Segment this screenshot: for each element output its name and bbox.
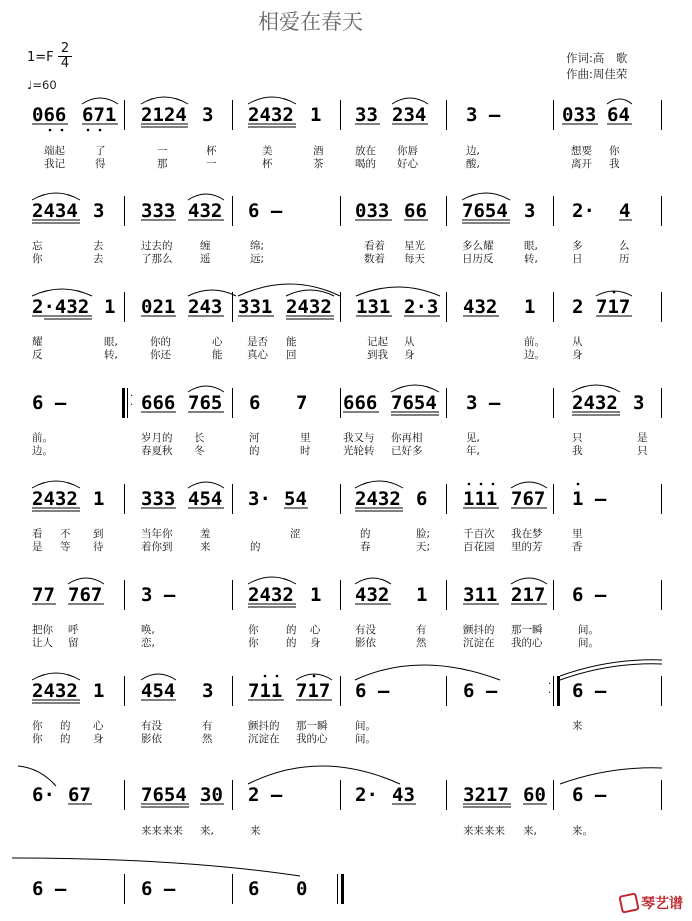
lyric: 一 <box>206 158 217 170</box>
note-group: 217 <box>511 584 546 606</box>
lyric: 缠 <box>200 240 211 252</box>
note-group: 671 <box>82 104 117 126</box>
lyric: 里的芳 <box>511 541 543 553</box>
lyric: 里 <box>300 432 311 444</box>
lyric: 有没 <box>141 720 162 732</box>
repeat-dots: · · <box>130 391 134 411</box>
lyric: 不 <box>60 528 71 540</box>
lyric: 我 <box>572 445 583 457</box>
lyric: 眼, <box>524 240 538 252</box>
note-group: 3 <box>202 680 214 702</box>
lyric: 看着 <box>364 240 385 252</box>
lyric: 回 <box>286 349 297 361</box>
lyric: 能 <box>212 349 223 361</box>
lyric: 我记 <box>44 158 65 170</box>
note-group: 1 <box>93 680 105 702</box>
lyric: 转, <box>104 349 118 361</box>
lyric: 边。 <box>524 349 545 361</box>
note-group: 6 <box>416 488 428 510</box>
note-group: 1 – <box>572 488 607 510</box>
note-group: 066 <box>32 104 67 126</box>
lyric: 留 <box>68 637 79 649</box>
note-group: 67 <box>68 784 91 806</box>
lyric: 只 <box>572 432 583 444</box>
note-group: 111 <box>463 488 498 510</box>
lyric: 已好多 <box>391 445 423 457</box>
tie-arc <box>18 766 56 786</box>
watermark <box>620 893 683 913</box>
note-group: 3 – <box>466 104 501 126</box>
lyric: 看 <box>32 528 43 540</box>
lyric: 历 <box>619 253 630 265</box>
lyric: 只 <box>637 445 648 457</box>
lyric: 前。 <box>524 336 545 348</box>
lyric: 从 <box>404 336 415 348</box>
note-group: 3 <box>93 200 105 222</box>
lyric: 影依 <box>355 637 376 649</box>
note-group: 2432 <box>572 392 618 414</box>
note-group: 767 <box>511 488 546 510</box>
note-group: 3· <box>248 488 271 510</box>
note-group: 3 – <box>141 584 176 606</box>
lyric: 我的心 <box>296 733 328 745</box>
lyric: 沉淀在 <box>248 733 280 745</box>
note-group: 6 – <box>572 680 607 702</box>
note-group: 2·432 <box>32 296 90 318</box>
lyric: 你 <box>32 720 43 732</box>
lyric: 日历反 <box>462 253 494 265</box>
note-group: 30 <box>200 784 223 806</box>
octave-dot <box>87 129 90 132</box>
note-group: 6 <box>248 878 260 900</box>
lyric: 你再相 <box>391 432 423 444</box>
tempo-marking: ♩=60 <box>27 78 57 92</box>
note-group: 6 – <box>248 200 283 222</box>
note-group: 432 <box>188 200 223 222</box>
note-group: 64 <box>607 104 630 126</box>
slur <box>391 385 439 392</box>
lyric: 然 <box>416 637 427 649</box>
note-group: 1 <box>93 488 105 510</box>
lyric: 间。 <box>578 637 599 649</box>
note-group: 2432 <box>248 104 294 126</box>
slur <box>248 577 296 584</box>
note-group: 2· <box>572 200 595 222</box>
lyric: 那 <box>157 158 168 170</box>
octave-dot <box>613 291 616 294</box>
lyric: 着你到 <box>141 541 173 553</box>
note-group: 033 <box>355 200 390 222</box>
note-group: 6 – <box>32 878 67 900</box>
note-group: 666 <box>141 392 176 414</box>
lyric: 冬 <box>194 445 205 457</box>
octave-dot <box>61 129 64 132</box>
lyric: 想要 <box>571 145 592 157</box>
slur <box>32 481 80 488</box>
slur <box>141 97 188 104</box>
slur <box>392 98 428 104</box>
note-group: 2· <box>355 784 378 806</box>
lyric: 来, <box>523 825 537 837</box>
note-group: 2434 <box>32 200 78 222</box>
slur <box>607 99 632 104</box>
lyric: 身 <box>310 637 321 649</box>
lyric: 春夏秋 <box>141 445 173 457</box>
note-group: 767 <box>68 584 103 606</box>
octave-dot <box>276 675 279 678</box>
lyric: 边, <box>466 145 480 157</box>
lyric: 边。 <box>32 445 53 457</box>
lyric: 间。 <box>355 733 376 745</box>
lyric: 有 <box>202 720 213 732</box>
lyric: 来。 <box>572 825 593 837</box>
lyric: 端起 <box>44 145 65 157</box>
slur <box>355 481 403 488</box>
lyric: 你还 <box>150 349 171 361</box>
slur <box>462 193 510 200</box>
lyric: 离开 <box>571 158 592 170</box>
lyric: 酒 <box>313 145 324 157</box>
note-group: 666 <box>343 392 378 414</box>
lyric: 的 <box>249 445 260 457</box>
lyric: 有 <box>416 624 427 636</box>
note-group: 234 <box>392 104 427 126</box>
note-group: 131 <box>356 296 391 318</box>
note-group: 1 <box>524 296 536 318</box>
note-group: 7654 <box>391 392 437 414</box>
repeat-dots: · · <box>548 679 552 699</box>
lyric: 你 <box>248 624 259 636</box>
note-group: 021 <box>141 296 176 318</box>
lyric: 岁月的 <box>141 432 173 444</box>
lyric: 得 <box>95 158 106 170</box>
lyric: 春 <box>360 541 371 553</box>
lyric: 年, <box>466 445 480 457</box>
lyric: 来 <box>200 541 211 553</box>
slur <box>355 578 391 584</box>
lyric: 沉淀在 <box>463 637 495 649</box>
slur <box>82 98 118 104</box>
slur <box>32 289 92 296</box>
note-group: 60 <box>523 784 546 806</box>
lyric: 反 <box>32 349 43 361</box>
lyric: 你 <box>248 637 259 649</box>
lyric: 涩 <box>290 528 301 540</box>
lyric: 让人 <box>32 637 53 649</box>
lyric: 数着 <box>364 253 385 265</box>
slur <box>32 193 80 200</box>
lyric: 间。 <box>578 624 599 636</box>
lyric: 你唇 <box>397 145 418 157</box>
tie-arc <box>12 858 300 876</box>
octave-dot <box>468 483 471 486</box>
note-group: 2124 <box>141 104 187 126</box>
slur <box>356 287 440 296</box>
lyric: 影依 <box>141 733 162 745</box>
note-group: 765 <box>188 392 223 414</box>
octave-dot <box>577 483 580 486</box>
lyric: 你 <box>609 145 620 157</box>
lyric: 美 <box>262 145 273 157</box>
logo-icon <box>618 892 639 913</box>
lyric: 当年你 <box>141 528 173 540</box>
lyric: 去 <box>93 240 104 252</box>
note-group: 033 <box>562 104 597 126</box>
lyric: 颤抖的 <box>463 624 495 636</box>
slur <box>355 665 500 680</box>
note-group: 243 <box>188 296 223 318</box>
time-signature-bottom: 4 <box>60 56 70 71</box>
lyric: 遥 <box>200 253 211 265</box>
lyric: 我在梦 <box>511 528 543 540</box>
note-group: 2432 <box>32 680 78 702</box>
note-group: 3 – <box>466 392 501 414</box>
octave-dot <box>480 483 483 486</box>
note-group: 3217 <box>463 784 509 806</box>
note-group: 0 <box>296 878 308 900</box>
lyric: 间。 <box>355 720 376 732</box>
lyric: 多么耀 <box>462 240 494 252</box>
note-group: 454 <box>141 680 176 702</box>
lyric: 是否 <box>247 336 268 348</box>
lyric: 时 <box>300 445 311 457</box>
slur <box>188 386 224 392</box>
note-group: 66 <box>404 200 427 222</box>
lyric: 颤抖的 <box>248 720 280 732</box>
slur <box>511 482 547 488</box>
lyric: 河 <box>249 432 260 444</box>
lyric: 把你 <box>32 624 53 636</box>
lyricist-credit: 作词:高 歌 <box>566 51 628 65</box>
lyric: 我 <box>609 158 620 170</box>
note-group: 33 <box>355 104 378 126</box>
lyric: 了 <box>95 145 106 157</box>
note-group: 54 <box>284 488 307 510</box>
note-group: 7 <box>296 392 308 414</box>
composer-credit: 作曲:周佳荣 <box>566 67 628 81</box>
slur <box>68 578 104 584</box>
note-group: 333 <box>141 488 176 510</box>
lyric: 光轮转 <box>343 445 375 457</box>
lyric: 身 <box>93 733 104 745</box>
note-group: 43 <box>392 784 415 806</box>
lyric: 羞 <box>200 528 211 540</box>
lyric: 真心 <box>247 349 268 361</box>
lyric: 然 <box>202 733 213 745</box>
lyric: 过去的 <box>141 240 173 252</box>
note-group: 4 <box>619 200 631 222</box>
slur <box>188 194 224 200</box>
lyric: 长 <box>194 432 205 444</box>
note-group: 1 <box>104 296 116 318</box>
lyric: 一 <box>157 145 168 157</box>
note-group: 432 <box>463 296 498 318</box>
lyric: 星光 <box>404 240 425 252</box>
note-group: 77 <box>32 584 55 606</box>
lyric: 是 <box>637 432 648 444</box>
lyric: 你 <box>32 253 43 265</box>
note-group: 6· <box>32 784 55 806</box>
lyric: 来, <box>200 825 214 837</box>
lyric: 身 <box>404 349 415 361</box>
note-group: 6 <box>249 392 261 414</box>
lyric: 忘 <box>32 240 43 252</box>
lyric: 来 <box>572 720 583 732</box>
note-group: 3 <box>524 200 536 222</box>
octave-dot <box>99 129 102 132</box>
lyric: 我的心 <box>511 637 543 649</box>
note-group: 6 – <box>572 584 607 606</box>
lyric: 呼 <box>68 624 79 636</box>
lyric: 放在 <box>355 145 376 157</box>
lyric: 的 <box>250 541 261 553</box>
song-title: 相爱在春天 <box>258 10 363 34</box>
lyric: 里 <box>572 528 583 540</box>
note-group: 333 <box>141 200 176 222</box>
note-group: 6 – <box>572 784 607 806</box>
lyric: 的 <box>60 720 71 732</box>
slur <box>188 482 224 488</box>
lyric: 来 <box>250 825 261 837</box>
note-group: 7654 <box>141 784 187 806</box>
slur <box>572 385 620 392</box>
lyric: 喝的 <box>355 158 376 170</box>
lyric: 百花园 <box>463 541 495 553</box>
lyric: 么 <box>619 240 630 252</box>
note-group: 2·3 <box>404 296 439 318</box>
lyric: 千百次 <box>463 528 495 540</box>
note-group: 454 <box>188 488 223 510</box>
lyric: 酸, <box>466 158 480 170</box>
slur <box>188 290 236 296</box>
lyric: 从 <box>572 336 583 348</box>
tie-arc <box>560 660 662 676</box>
slur <box>560 768 662 784</box>
note-group: 711 <box>248 680 283 702</box>
lyric: 的 <box>286 624 297 636</box>
lyric: 是 <box>32 541 43 553</box>
lyric: 香 <box>572 541 583 553</box>
note-group: 6 – <box>355 680 390 702</box>
lyric: 我又与 <box>343 432 375 444</box>
lyric: 记起 <box>367 336 388 348</box>
lyric: 来来来来 <box>463 825 505 837</box>
lyric: 能 <box>286 336 297 348</box>
note-group: 6 – <box>141 878 176 900</box>
lyric: 眼, <box>104 336 118 348</box>
lyric: 前。 <box>32 432 53 444</box>
note-group: 2 – <box>248 784 283 806</box>
key-signature: 1=F <box>27 50 54 65</box>
lyric: 的 <box>286 637 297 649</box>
lyric: 到 <box>93 528 104 540</box>
note-group: 331 <box>238 296 273 318</box>
lyric: 来来来来 <box>141 825 183 837</box>
lyric: 多 <box>572 240 583 252</box>
octave-dot <box>313 675 316 678</box>
lyric: 去 <box>93 253 104 265</box>
lyric: 的 <box>60 733 71 745</box>
lyric: 身 <box>572 349 583 361</box>
lyric: 待 <box>93 541 104 553</box>
note-group: 311 <box>463 584 498 606</box>
note-group: 7654 <box>462 200 508 222</box>
note-group: 3 <box>202 104 214 126</box>
note-group: 1 <box>310 584 322 606</box>
lyric: 远; <box>250 253 265 265</box>
note-group: 717 <box>296 680 331 702</box>
note-group: 1 <box>416 584 428 606</box>
lyric: 好心 <box>397 158 418 170</box>
lyric: 耀 <box>32 336 43 348</box>
note-group: 3 <box>633 392 645 414</box>
note-group: 6 – <box>463 680 498 702</box>
tie-arc <box>560 664 662 680</box>
slur <box>32 673 80 680</box>
note-group: 717 <box>596 296 631 318</box>
note-group: 2 <box>572 296 584 318</box>
lyric: 转, <box>524 253 538 265</box>
lyric: 你 <box>32 733 43 745</box>
lyric: 那一瞬 <box>511 624 543 636</box>
lyric: 每天 <box>404 253 425 265</box>
octave-dot <box>492 483 495 486</box>
lyric: 了那么 <box>141 253 173 265</box>
lyric: 那一瞬 <box>296 720 328 732</box>
note-group: 2432 <box>248 584 294 606</box>
lyric: 日 <box>572 253 583 265</box>
lyric: 心 <box>212 336 223 348</box>
note-group: 2432 <box>286 296 332 318</box>
slur <box>511 578 547 584</box>
lyric: 的 <box>360 528 371 540</box>
lyric: 见, <box>466 432 480 444</box>
lyric: 杯 <box>262 158 273 170</box>
lyric: 心 <box>310 624 321 636</box>
lyric: 你的 <box>150 336 171 348</box>
note-group: 432 <box>355 584 390 606</box>
lyric: 唤, <box>141 624 155 636</box>
lyric: 恋, <box>141 637 155 649</box>
lyric: 天; <box>416 541 431 553</box>
octave-dot <box>264 675 267 678</box>
lyric: 等 <box>60 541 71 553</box>
note-group: 2432 <box>355 488 401 510</box>
lyric: 脸; <box>416 528 431 540</box>
lyric: 茶 <box>313 158 324 170</box>
note-group: 1 <box>310 104 322 126</box>
lyric: 心 <box>93 720 104 732</box>
note-group: 6 – <box>32 392 67 414</box>
slur <box>141 674 176 680</box>
lyric: 杯 <box>206 145 217 157</box>
note-group: 2432 <box>32 488 78 510</box>
watermark-text: 琴艺谱 <box>641 896 683 912</box>
octave-dot <box>49 129 52 132</box>
slur <box>248 97 296 104</box>
lyric: 有没 <box>355 624 376 636</box>
lyric: 到我 <box>367 349 388 361</box>
lyric: 绵; <box>250 240 265 252</box>
time-signature-top: 2 <box>60 41 70 56</box>
slur <box>248 766 400 784</box>
